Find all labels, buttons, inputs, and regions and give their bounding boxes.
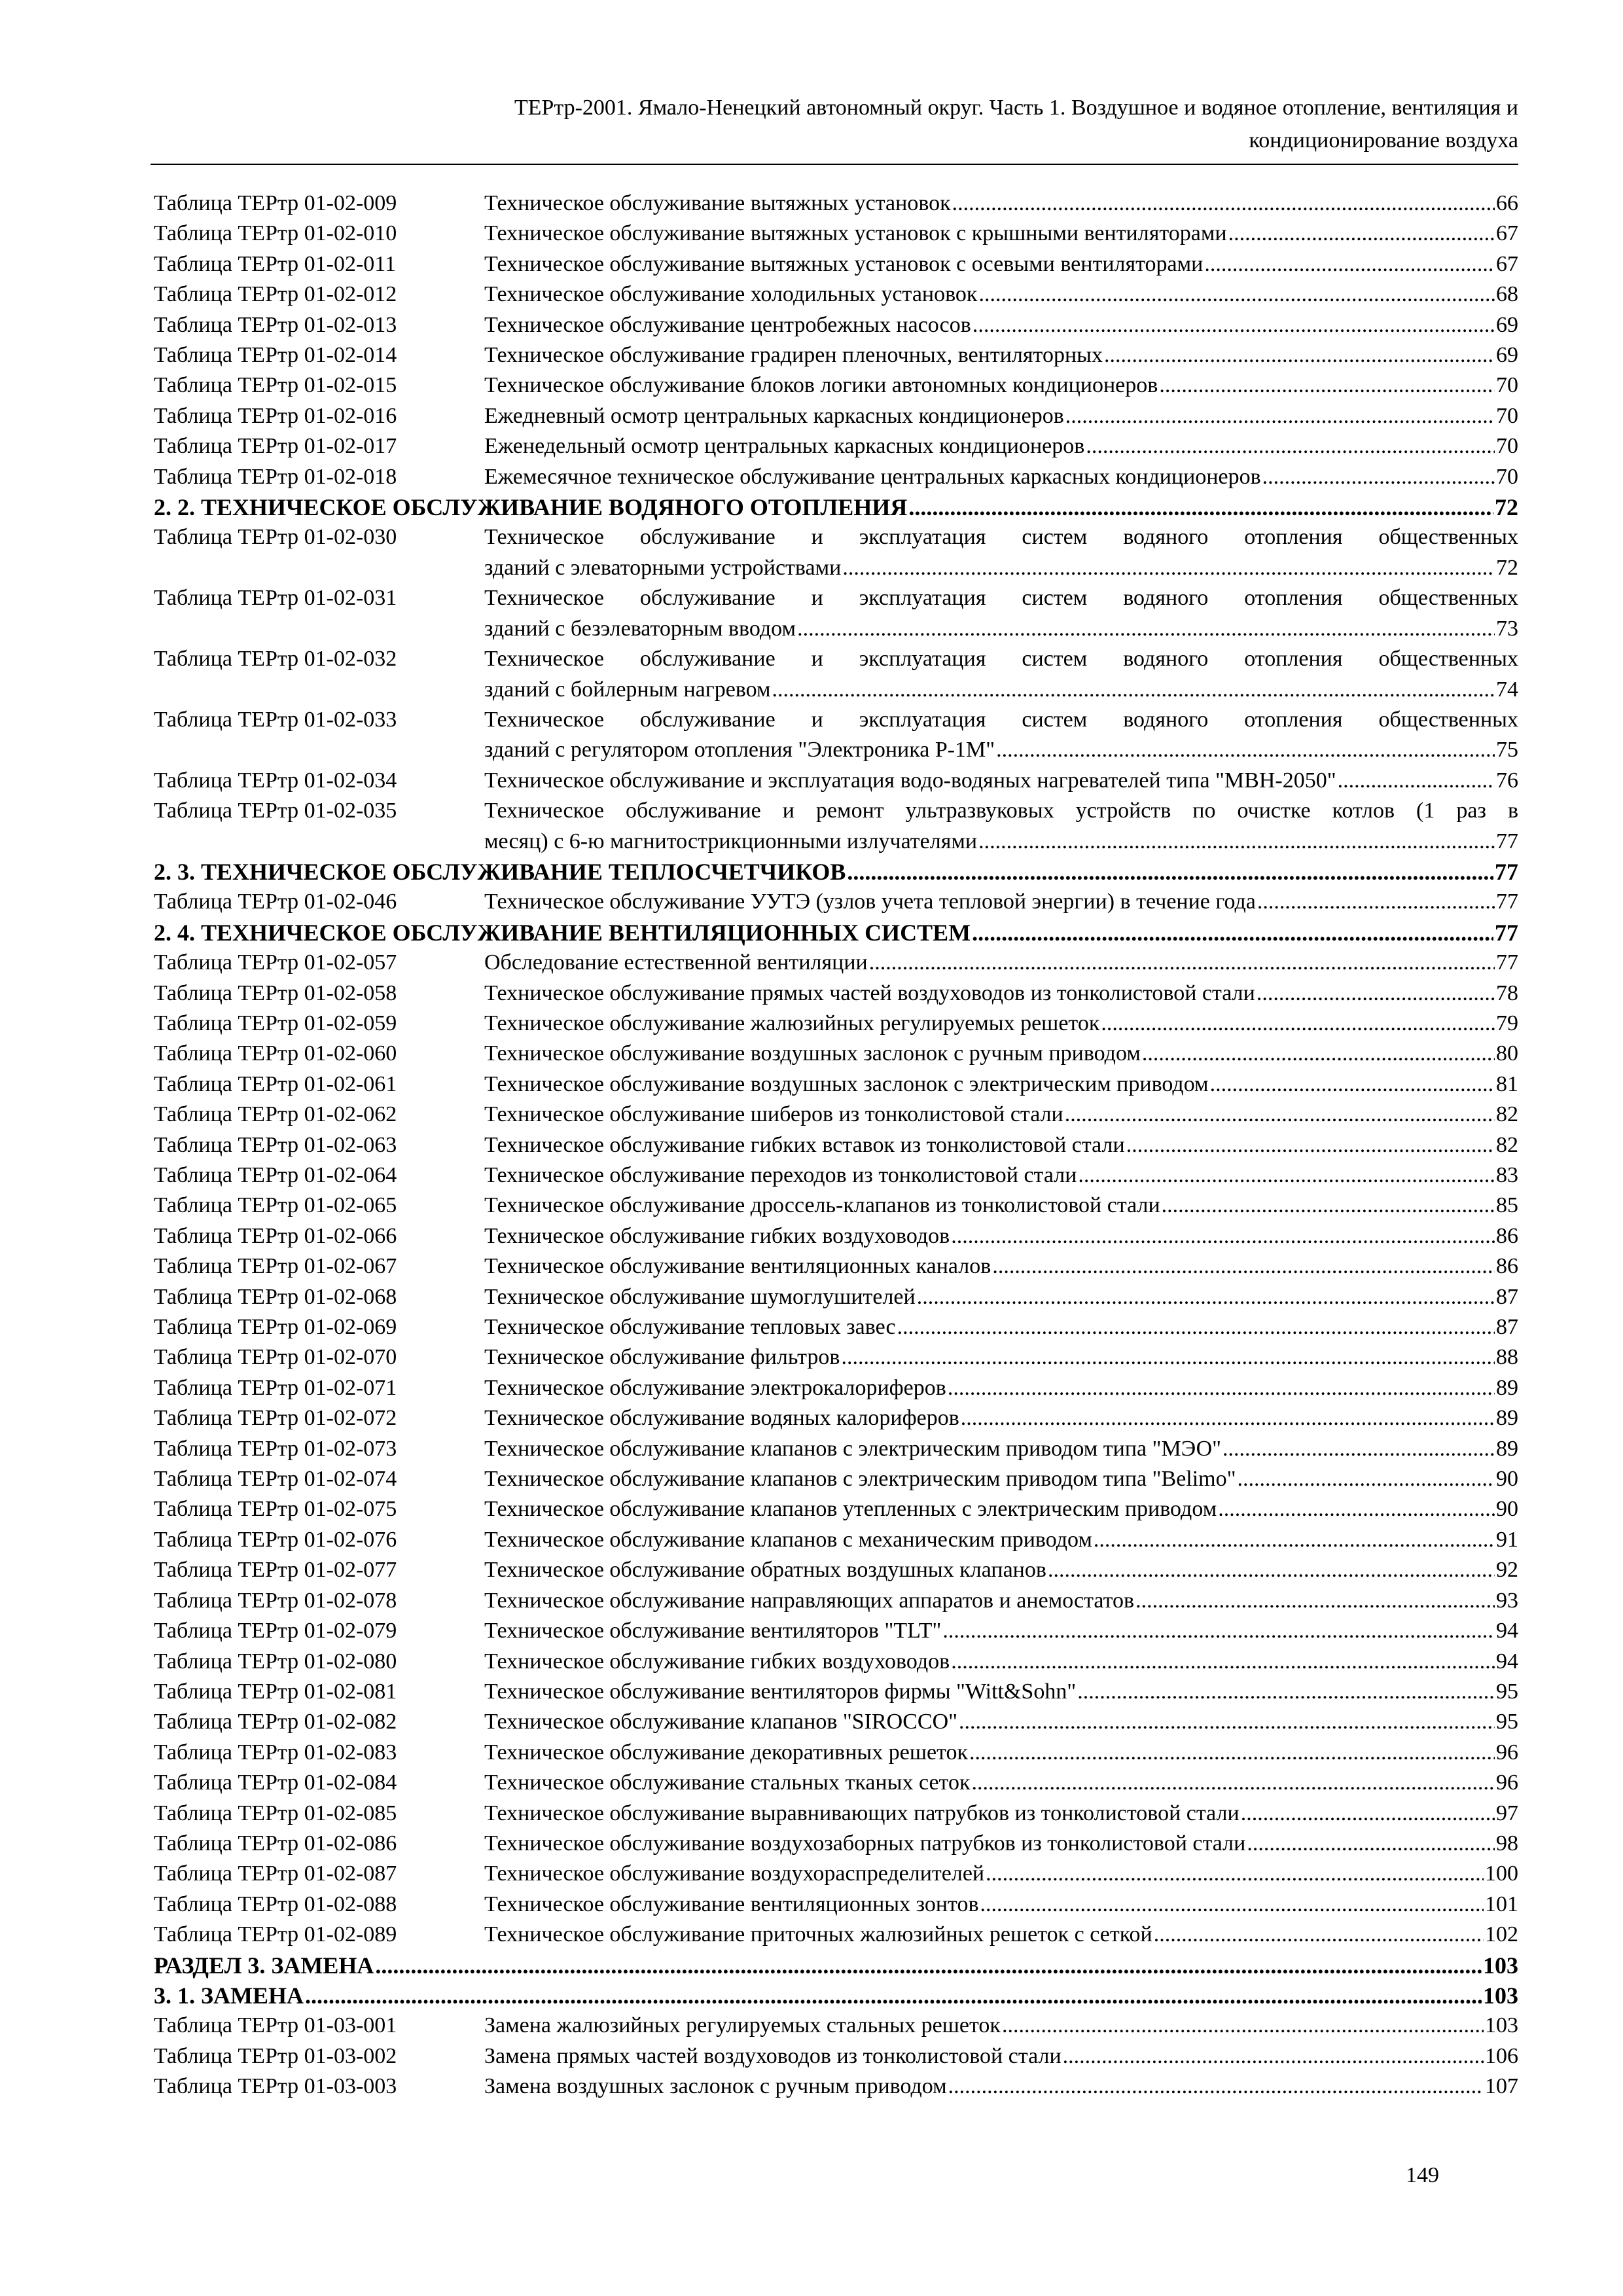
- dot-leader: [1218, 1494, 1495, 1524]
- toc-table-code: Таблица ТЕРтр 01-02-078: [154, 1588, 397, 1613]
- toc-title-line: Техническое обслуживание и эксплуатация систем водяного отопления общественных: [484, 586, 1518, 611]
- toc-entry[interactable]: [154, 1707, 1518, 1737]
- toc-entry[interactable]: [154, 796, 1518, 857]
- toc-entry[interactable]: [154, 978, 1518, 1009]
- toc-table-code: Таблица ТЕРтр 01-02-068: [154, 1284, 397, 1309]
- toc-title: Техническое обслуживание вентиляционных каналов: [484, 1254, 991, 1279]
- dot-leader: [1063, 2041, 1484, 2072]
- toc-page-number: 89: [1496, 1436, 1518, 1461]
- toc-table-code: Таблица ТЕРтр 01-02-032: [154, 647, 397, 672]
- toc-table-code: Таблица ТЕРтр 01-02-064: [154, 1163, 397, 1187]
- toc-title: 2. 3. ТЕХНИЧЕСКОЕ ОБСЛУЖИВАНИЕ ТЕПЛОСЧЕТЧИКОВ: [154, 858, 846, 885]
- dot-leader: [961, 1403, 1495, 1433]
- header-line-2: кондиционирование воздуха: [1249, 128, 1518, 152]
- toc-title: Техническое обслуживание декоративных решеток: [484, 1740, 969, 1765]
- dot-leader: [375, 1950, 1482, 1981]
- toc-page-number: 101: [1485, 1892, 1518, 1916]
- dot-leader: [1262, 462, 1495, 492]
- toc-table-code: Таблица ТЕРтр 01-03-001: [154, 2013, 397, 2038]
- dot-leader: [1204, 249, 1495, 279]
- toc-title: Техническое обслуживание обратных воздушных клапанов: [484, 1558, 1046, 1583]
- dot-leader: [978, 279, 1495, 310]
- toc-table-code: Таблица ТЕРтр 01-02-030: [154, 525, 397, 550]
- toc-page-number: 93: [1496, 1588, 1518, 1613]
- dot-leader: [959, 1707, 1495, 1737]
- toc-entry[interactable]: [154, 1342, 1518, 1372]
- dot-leader: [1210, 1069, 1495, 1100]
- toc-table-code: Таблица ТЕРтр 01-02-012: [154, 282, 397, 307]
- toc-page-number: 96: [1496, 1740, 1518, 1765]
- toc-page-number: 103: [1485, 2013, 1518, 2038]
- toc-title: Техническое обслуживание переходов из тонколистовой стали: [484, 1163, 1077, 1187]
- dot-leader: [951, 1647, 1495, 1677]
- toc-table-code: Таблица ТЕРтр 01-02-084: [154, 1770, 397, 1795]
- toc-entry[interactable]: [154, 583, 1518, 644]
- dot-leader: [1257, 887, 1495, 917]
- dot-leader: [951, 1221, 1495, 1251]
- toc-page-number: 102: [1485, 1922, 1518, 1947]
- dot-leader: [972, 918, 1493, 948]
- toc-table-code: Таблица ТЕРтр 01-02-082: [154, 1710, 397, 1734]
- toc-page-number: 97: [1496, 1801, 1518, 1825]
- toc-table-code: Таблица ТЕРтр 01-02-061: [154, 1071, 397, 1096]
- toc-table-code: Таблица ТЕРтр 01-02-066: [154, 1223, 397, 1248]
- toc-page-number: 67: [1496, 221, 1518, 246]
- toc-entry[interactable]: [154, 1039, 1518, 1069]
- toc-table-code: Таблица ТЕРтр 01-02-070: [154, 1345, 397, 1370]
- toc-entry[interactable]: [154, 1434, 1518, 1464]
- toc-table-code: Таблица ТЕРтр 01-02-086: [154, 1831, 397, 1856]
- toc-page-number: 77: [1496, 950, 1518, 975]
- dot-leader: [842, 553, 1495, 583]
- toc-entry[interactable]: [154, 1464, 1518, 1494]
- dot-leader: [972, 310, 1495, 340]
- toc-table-code: Таблица ТЕРтр 01-02-083: [154, 1740, 397, 1765]
- dot-leader: [1257, 978, 1495, 1009]
- toc-entry[interactable]: [154, 370, 1518, 401]
- dot-leader: [952, 188, 1495, 219]
- toc-page-number: 86: [1496, 1223, 1518, 1248]
- toc-title: Техническое обслуживание вытяжных установок: [484, 191, 951, 215]
- toc-title: зданий с безэлеваторным вводом: [484, 616, 796, 641]
- toc-page-number: 83: [1496, 1163, 1518, 1187]
- toc-title: Техническое обслуживание УУТЭ (узлов учета тепловой энергии) в течение года: [484, 889, 1256, 914]
- toc-title: Техническое обслуживание вентиляторов "TLT": [484, 1619, 942, 1643]
- toc-page-number: 70: [1496, 434, 1518, 459]
- toc-page-number: 103: [1483, 1982, 1518, 2009]
- dot-leader: [1142, 1039, 1495, 1069]
- dot-leader: [1159, 370, 1495, 401]
- toc-page-number: 96: [1496, 1770, 1518, 1795]
- toc-page-number: 74: [1496, 677, 1518, 702]
- toc-table-code: Таблица ТЕРтр 01-02-085: [154, 1801, 397, 1825]
- table-of-contents: [154, 188, 1518, 2102]
- toc-entry[interactable]: [154, 1677, 1518, 1707]
- dot-leader: [841, 1342, 1495, 1372]
- toc-table-code: Таблица ТЕРтр 01-02-018: [154, 464, 397, 489]
- toc-page-number: 76: [1496, 768, 1518, 793]
- toc-title: Техническое обслуживание приточных жалюзийных решеток с сеткой: [484, 1922, 1152, 1947]
- toc-page-number: 70: [1496, 403, 1518, 428]
- toc-title: Ежедневный осмотр центральных каркасных кондиционеров: [484, 403, 1064, 428]
- dot-leader: [996, 735, 1495, 765]
- toc-table-code: Таблица ТЕРтр 01-02-058: [154, 980, 397, 1005]
- toc-page-number: 94: [1496, 1649, 1518, 1674]
- toc-page-number: 107: [1485, 2074, 1518, 2099]
- toc-table-code: Таблица ТЕРтр 01-02-011: [154, 251, 397, 276]
- toc-table-code: Таблица ТЕРтр 01-02-080: [154, 1649, 397, 1674]
- dot-leader: [978, 827, 1495, 857]
- dot-leader: [1338, 766, 1495, 796]
- toc-table-code: Таблица ТЕРтр 01-02-060: [154, 1041, 397, 1066]
- dot-leader: [1241, 1799, 1495, 1829]
- toc-title: Техническое обслуживание стальных тканых сеток: [484, 1770, 971, 1795]
- toc-entry[interactable]: [154, 1647, 1518, 1677]
- toc-entry[interactable]: [154, 279, 1518, 310]
- toc-title: Техническое обслуживание воздушных заслонок с электрическим приводом: [484, 1071, 1209, 1096]
- toc-table-code: Таблица ТЕРтр 01-03-002: [154, 2043, 397, 2068]
- toc-table-code: Таблица ТЕРтр 01-02-015: [154, 373, 397, 398]
- toc-page-number: 89: [1496, 1375, 1518, 1400]
- dot-leader: [992, 1251, 1495, 1282]
- toc-page-number: 86: [1496, 1254, 1518, 1279]
- toc-title: РАЗДЕЛ 3. ЗАМЕНА: [154, 1952, 374, 1979]
- dot-leader: [942, 1616, 1495, 1646]
- toc-title: Техническое обслуживание клапанов "SIROCCO": [484, 1710, 957, 1734]
- dot-leader: [797, 614, 1495, 644]
- dot-leader: [1104, 340, 1495, 370]
- toc-entry[interactable]: [154, 462, 1518, 492]
- toc-table-code: Таблица ТЕРтр 01-02-073: [154, 1436, 397, 1461]
- toc-page-number: 67: [1496, 251, 1518, 276]
- toc-page-number: 73: [1496, 616, 1518, 641]
- toc-table-code: Таблица ТЕРтр 01-02-075: [154, 1497, 397, 1522]
- toc-entry[interactable]: [154, 644, 1518, 705]
- toc-title: Техническое обслуживание вытяжных установок с осевыми вентиляторами: [484, 251, 1204, 276]
- dot-leader: [986, 1859, 1484, 1889]
- toc-page-number: 90: [1496, 1497, 1518, 1522]
- toc-entry[interactable]: [154, 1251, 1518, 1282]
- toc-entry[interactable]: [154, 1312, 1518, 1342]
- toc-page-number: 94: [1496, 1619, 1518, 1643]
- toc-page-number: 78: [1496, 980, 1518, 1005]
- toc-title: Техническое обслуживание гибких воздуховодов: [484, 1649, 950, 1674]
- toc-table-code: Таблица ТЕРтр 01-02-067: [154, 1254, 397, 1279]
- dot-leader: [869, 948, 1495, 978]
- toc-entry[interactable]: [154, 2041, 1518, 2072]
- dot-leader: [908, 492, 1493, 522]
- toc-entry[interactable]: [154, 766, 1518, 796]
- toc-title: Техническое обслуживание вытяжных установок с крышными вентиляторами: [484, 221, 1227, 246]
- dot-leader: [1065, 401, 1495, 431]
- toc-entry[interactable]: [154, 1555, 1518, 1585]
- toc-table-code: Таблица ТЕРтр 01-02-065: [154, 1193, 397, 1218]
- toc-title-line: Техническое обслуживание и ремонт ультразвуковых устройств по очистке котлов (1 раз в: [484, 798, 1518, 823]
- toc-title: 2. 2. ТЕХНИЧЕСКОЕ ОБСЛУЖИВАНИЕ ВОДЯНОГО ОТОПЛЕНИЯ: [154, 494, 908, 521]
- toc-title-line: Техническое обслуживание и эксплуатация систем водяного отопления общественных: [484, 525, 1518, 550]
- toc-page-number: 92: [1496, 1558, 1518, 1583]
- dot-leader: [1162, 1191, 1495, 1221]
- toc-title: Техническое обслуживание клапанов утепленных с электрическим приводом: [484, 1497, 1217, 1522]
- dot-leader: [1228, 219, 1495, 249]
- toc-title: Техническое обслуживание центробежных насосов: [484, 312, 971, 337]
- toc-page-number: 79: [1496, 1011, 1518, 1035]
- dot-leader: [305, 1981, 1482, 2011]
- toc-page-number: 70: [1496, 464, 1518, 489]
- toc-entry[interactable]: [154, 431, 1518, 461]
- toc-entry[interactable]: [154, 1859, 1518, 1889]
- toc-entry[interactable]: [154, 1160, 1518, 1191]
- toc-title: Техническое обслуживание клапанов с электрическим приводом типа "Belimo": [484, 1467, 1236, 1492]
- toc-table-code: Таблица ТЕРтр 01-02-074: [154, 1467, 397, 1492]
- toc-entry[interactable]: [154, 1009, 1518, 1039]
- toc-entry[interactable]: [154, 1586, 1518, 1616]
- toc-table-code: Таблица ТЕРтр 01-02-035: [154, 798, 397, 823]
- toc-section[interactable]: [154, 1950, 1518, 1981]
- header-line-1: ТЕРтр-2001. Ямало-Ненецкий автономный округ. Часть 1. Воздушное и водяное отопление, вентиляция и: [514, 96, 1518, 120]
- toc-section[interactable]: [154, 857, 1518, 887]
- toc-entry[interactable]: [154, 340, 1518, 370]
- dot-leader: [1077, 1677, 1495, 1707]
- toc-title: 2. 4. ТЕХНИЧЕСКОЕ ОБСЛУЖИВАНИЕ ВЕНТИЛЯЦИОННЫХ СИСТЕМ: [154, 919, 971, 946]
- toc-entry[interactable]: [154, 219, 1518, 249]
- toc-table-code: Таблица ТЕРтр 01-02-016: [154, 403, 397, 428]
- dot-leader: [772, 675, 1495, 705]
- toc-entry[interactable]: [154, 1069, 1518, 1100]
- dot-leader: [972, 1768, 1495, 1798]
- toc-title: Техническое обслуживание дроссель-клапанов из тонколистовой стали: [484, 1193, 1160, 1218]
- toc-entry[interactable]: [154, 522, 1518, 583]
- toc-table-code: Таблица ТЕРтр 01-02-017: [154, 434, 397, 459]
- toc-title: Техническое обслуживание тепловых завес: [484, 1315, 896, 1340]
- toc-page-number: 98: [1496, 1831, 1518, 1856]
- toc-title: Техническое обслуживание гибких вставок из тонколистовой стали: [484, 1132, 1125, 1157]
- dot-leader: [917, 1282, 1495, 1312]
- toc-page-number: 66: [1496, 191, 1518, 215]
- toc-page-number: 81: [1496, 1071, 1518, 1096]
- toc-entry[interactable]: [154, 1890, 1518, 1920]
- toc-page-number: 100: [1485, 1861, 1518, 1886]
- toc-title-line: Техническое обслуживание и эксплуатация систем водяного отопления общественных: [484, 647, 1518, 672]
- toc-table-code: Таблица ТЕРтр 01-02-046: [154, 889, 397, 914]
- dot-leader: [1086, 431, 1495, 461]
- toc-title: Обследование естественной вентиляции: [484, 950, 868, 975]
- toc-table-code: Таблица ТЕРтр 01-02-062: [154, 1102, 397, 1127]
- toc-table-code: Таблица ТЕРтр 01-02-071: [154, 1375, 397, 1400]
- toc-entry[interactable]: [154, 887, 1518, 917]
- toc-entry[interactable]: [154, 249, 1518, 279]
- toc-entry[interactable]: [154, 1100, 1518, 1130]
- toc-page-number: 72: [1495, 494, 1518, 521]
- toc-entry[interactable]: [154, 1221, 1518, 1251]
- toc-table-code: Таблица ТЕРтр 01-02-088: [154, 1892, 397, 1916]
- toc-title: Замена жалюзийных регулируемых стальных решеток: [484, 2013, 1001, 2038]
- toc-page-number: 88: [1496, 1345, 1518, 1370]
- dot-leader: [1154, 1920, 1484, 1950]
- toc-page-number: 72: [1496, 555, 1518, 580]
- toc-section[interactable]: [154, 492, 1518, 522]
- toc-table-code: Таблица ТЕРтр 01-02-076: [154, 1527, 397, 1552]
- toc-title: 3. 1. ЗАМЕНА: [154, 1982, 304, 2009]
- toc-table-code: Таблица ТЕРтр 01-02-057: [154, 950, 397, 975]
- toc-entry[interactable]: [154, 401, 1518, 431]
- toc-entry[interactable]: [154, 188, 1518, 219]
- toc-page-number: 77: [1496, 829, 1518, 853]
- toc-table-code: Таблица ТЕРтр 01-02-009: [154, 191, 397, 215]
- dot-leader: [1002, 2011, 1484, 2041]
- toc-entry[interactable]: [154, 1829, 1518, 1859]
- toc-entry[interactable]: [154, 1525, 1518, 1555]
- dot-leader: [1094, 1525, 1495, 1555]
- toc-title: месяц) с 6-ю магнитострикционными излучателями: [484, 829, 978, 853]
- toc-title: Еженедельный осмотр центральных каркасных кондиционеров: [484, 434, 1085, 459]
- running-header: [151, 92, 1518, 165]
- toc-title: Техническое обслуживание выравнивающих патрубков из тонколистовой стали: [484, 1801, 1240, 1825]
- toc-entry[interactable]: [154, 2072, 1518, 2102]
- toc-title: Замена прямых частей воздуховодов из тонколистовой стали: [484, 2043, 1061, 2068]
- toc-entry[interactable]: [154, 1282, 1518, 1312]
- toc-table-code: Таблица ТЕРтр 01-02-033: [154, 707, 397, 732]
- toc-entry[interactable]: [154, 1768, 1518, 1798]
- dot-leader: [980, 1890, 1484, 1920]
- toc-table-code: Таблица ТЕРтр 01-02-077: [154, 1558, 397, 1583]
- toc-entry[interactable]: [154, 2011, 1518, 2041]
- toc-entry[interactable]: [154, 310, 1518, 340]
- toc-table-code: Таблица ТЕРтр 01-02-079: [154, 1619, 397, 1643]
- toc-page-number: 69: [1496, 312, 1518, 337]
- toc-entry[interactable]: [154, 1373, 1518, 1403]
- toc-title: Техническое обслуживание воздухораспределителей: [484, 1861, 985, 1886]
- dot-leader: [1065, 1100, 1495, 1130]
- toc-table-code: Таблица ТЕРтр 01-02-069: [154, 1315, 397, 1340]
- toc-title: Техническое обслуживание воздушных заслонок с ручным приводом: [484, 1041, 1141, 1066]
- dot-leader: [948, 1373, 1495, 1403]
- dot-leader: [847, 857, 1493, 887]
- toc-entry[interactable]: [154, 1616, 1518, 1646]
- toc-title: зданий с бойлерным нагревом: [484, 677, 771, 702]
- toc-table-code: Таблица ТЕРтр 01-02-034: [154, 768, 397, 793]
- toc-page-number: 69: [1496, 343, 1518, 368]
- toc-entry[interactable]: [154, 1738, 1518, 1768]
- toc-title: Техническое обслуживание шумоглушителей: [484, 1284, 916, 1309]
- toc-title: Техническое обслуживание направляющих аппаратов и анемостатов: [484, 1588, 1135, 1613]
- dot-leader: [1238, 1464, 1495, 1494]
- dot-leader: [1101, 1009, 1495, 1039]
- toc-page-number: 106: [1485, 2043, 1518, 2068]
- dot-leader: [1135, 1586, 1495, 1616]
- toc-table-code: Таблица ТЕРтр 01-02-010: [154, 221, 397, 246]
- toc-table-code: Таблица ТЕРтр 01-03-003: [154, 2074, 397, 2099]
- toc-section[interactable]: [154, 1981, 1518, 2011]
- toc-title: Техническое обслуживание прямых частей воздуховодов из тонколистовой стали: [484, 980, 1255, 1005]
- dot-leader: [897, 1312, 1495, 1342]
- toc-page-number: 103: [1483, 1952, 1518, 1979]
- toc-table-code: Таблица ТЕРтр 01-02-081: [154, 1679, 397, 1704]
- toc-table-code: Таблица ТЕРтр 01-02-031: [154, 586, 397, 611]
- toc-title: зданий с регулятором отопления "Электроника Р-1М": [484, 738, 995, 762]
- toc-entry[interactable]: [154, 1403, 1518, 1433]
- toc-title: Техническое обслуживание вентиляторов фирмы "Witt&Sohn": [484, 1679, 1077, 1704]
- toc-page-number: 82: [1496, 1132, 1518, 1157]
- toc-title: Техническое обслуживание гибких воздуховодов: [484, 1223, 950, 1248]
- toc-page-number: 95: [1496, 1679, 1518, 1704]
- toc-title: Техническое обслуживание градирен пленочных, вентиляторных: [484, 343, 1103, 368]
- toc-page-number: 77: [1495, 858, 1518, 885]
- toc-page-number: 80: [1496, 1041, 1518, 1066]
- toc-title-line: Техническое обслуживание и эксплуатация систем водяного отопления общественных: [484, 707, 1518, 732]
- toc-page-number: 90: [1496, 1467, 1518, 1492]
- toc-page-number: 70: [1496, 373, 1518, 398]
- toc-title: Замена воздушных заслонок с ручным приводом: [484, 2074, 947, 2099]
- toc-page-number: 87: [1496, 1284, 1518, 1309]
- toc-title: Техническое обслуживание фильтров: [484, 1345, 840, 1370]
- toc-title: Техническое обслуживание клапанов с механическим приводом: [484, 1527, 1092, 1552]
- toc-entry[interactable]: [154, 948, 1518, 978]
- toc-page-number: 82: [1496, 1102, 1518, 1127]
- toc-page-number: 87: [1496, 1315, 1518, 1340]
- toc-title: Техническое обслуживание водяных калориферов: [484, 1406, 959, 1431]
- toc-title: Техническое обслуживание блоков логики автономных кондиционеров: [484, 373, 1158, 398]
- toc-entry[interactable]: [154, 1191, 1518, 1221]
- toc-title: Техническое обслуживание холодильных установок: [484, 282, 978, 307]
- page-number: 149: [1406, 2163, 1439, 2187]
- toc-page-number: 75: [1496, 738, 1518, 762]
- toc-entry[interactable]: [154, 1799, 1518, 1829]
- toc-table-code: Таблица ТЕРтр 01-02-014: [154, 343, 397, 368]
- toc-page-number: 85: [1496, 1193, 1518, 1218]
- toc-title: Техническое обслуживание вентиляционных зонтов: [484, 1892, 979, 1916]
- toc-title: Техническое обслуживание и эксплуатация водо-водяных нагревателей типа "МВН-2050": [484, 768, 1336, 793]
- toc-table-code: Таблица ТЕРтр 01-02-087: [154, 1861, 397, 1886]
- toc-page-number: 77: [1495, 919, 1518, 946]
- toc-entry[interactable]: [154, 705, 1518, 766]
- toc-title: Техническое обслуживание воздухозаборных патрубков из тонколистовой стали: [484, 1831, 1246, 1856]
- toc-table-code: Таблица ТЕРтр 01-02-089: [154, 1922, 397, 1947]
- toc-title: Техническое обслуживание электрокалориферов: [484, 1375, 946, 1400]
- toc-title: Техническое обслуживание шиберов из тонколистовой стали: [484, 1102, 1063, 1127]
- toc-section[interactable]: [154, 918, 1518, 948]
- toc-page-number: 91: [1496, 1527, 1518, 1552]
- toc-page-number: 89: [1496, 1406, 1518, 1431]
- toc-table-code: Таблица ТЕРтр 01-02-072: [154, 1406, 397, 1431]
- toc-title: Техническое обслуживание жалюзийных регулируемых решеток: [484, 1011, 1100, 1035]
- toc-title: Техническое обслуживание клапанов с электрическим приводом типа "МЭО": [484, 1436, 1222, 1461]
- dot-leader: [969, 1738, 1495, 1768]
- toc-page-number: 95: [1496, 1710, 1518, 1734]
- dot-leader: [1247, 1829, 1495, 1859]
- toc-title: зданий с элеваторными устройствами: [484, 555, 842, 580]
- dot-leader: [948, 2072, 1484, 2102]
- toc-table-code: Таблица ТЕРтр 01-02-059: [154, 1011, 397, 1035]
- dot-leader: [1048, 1555, 1495, 1585]
- toc-entry[interactable]: [154, 1130, 1518, 1160]
- dot-leader: [1126, 1130, 1495, 1160]
- toc-table-code: Таблица ТЕРтр 01-02-013: [154, 312, 397, 337]
- toc-title: Ежемесячное техническое обслуживание центральных каркасных кондиционеров: [484, 464, 1261, 489]
- dot-leader: [1078, 1160, 1495, 1191]
- toc-entry[interactable]: [154, 1494, 1518, 1524]
- toc-table-code: Таблица ТЕРтр 01-02-063: [154, 1132, 397, 1157]
- toc-page-number: 68: [1496, 282, 1518, 307]
- dot-leader: [1222, 1434, 1495, 1464]
- toc-page-number: 77: [1496, 889, 1518, 914]
- toc-entry[interactable]: [154, 1920, 1518, 1950]
